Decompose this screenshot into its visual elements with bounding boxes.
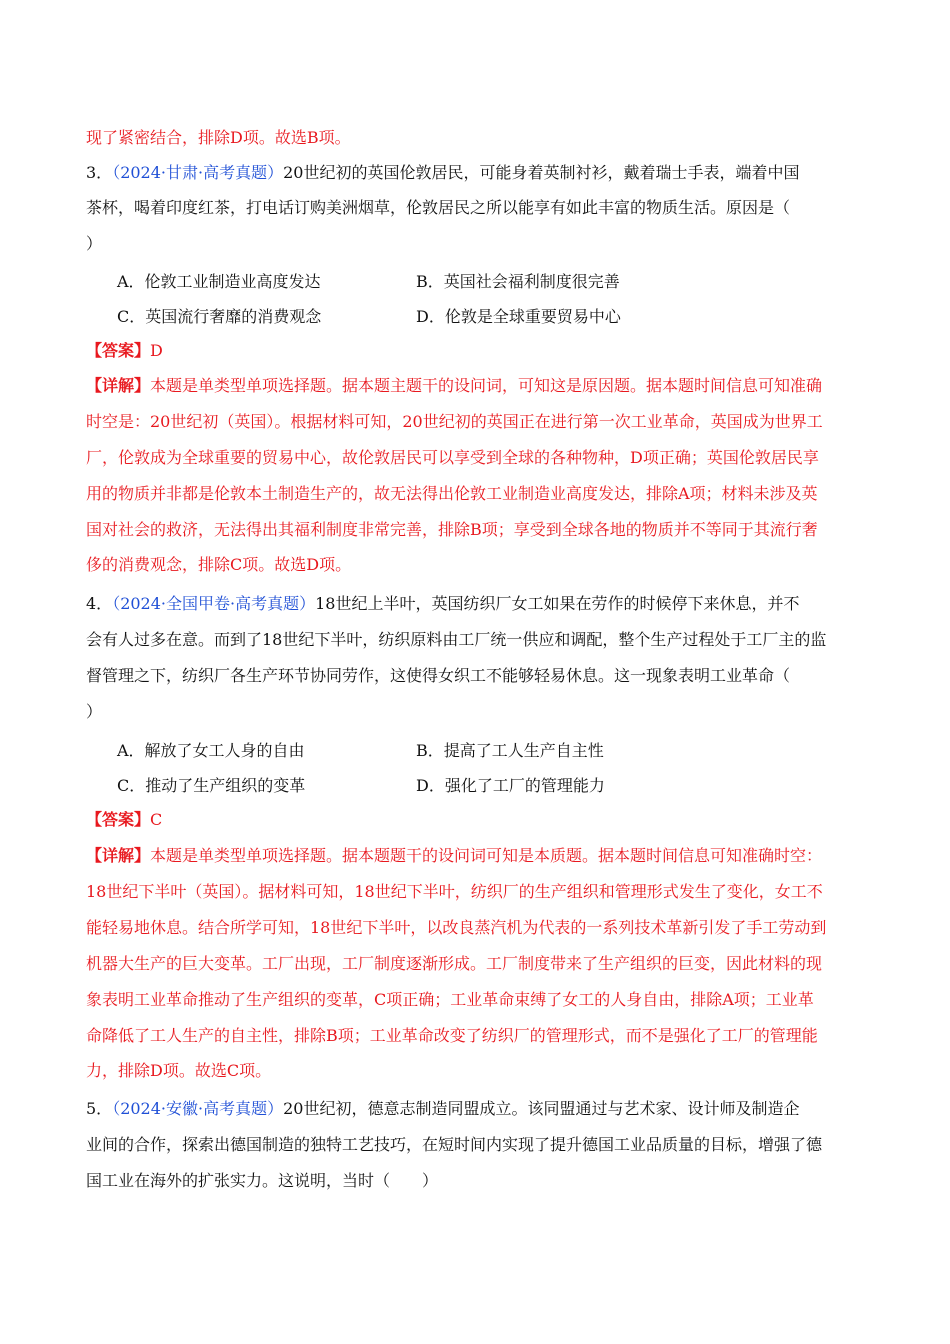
- question-3-option-c: C．英国流行奢靡的消费观念: [117, 307, 322, 326]
- question-4-option-c: C．推动了生产组织的变革: [117, 776, 306, 795]
- question-4-stem-line-2: 会有人过多在意。而到了18世纪下半叶，纺织原料由工厂统一供应和调配，整个生产过程处于工厂主的监: [86, 630, 827, 649]
- detail-label: 【详解】: [86, 846, 151, 865]
- question-5-stem-line-3: 国工业在海外的扩张实力。这说明，当时（ ）: [86, 1171, 439, 1190]
- question-4-detail-line-1: [86, 846, 866, 866]
- question-4-detail-line-3: 能轻易地休息。结合所学可知，18世纪下半叶，以改良蒸汽机为代表的一系列技术革新引发了手工劳动到: [86, 918, 827, 937]
- question-number: 3．: [86, 163, 113, 182]
- answer-value: D: [150, 341, 163, 360]
- question-source: （2024·甘肃·高考真题）: [112, 163, 284, 182]
- question-3-detail-line-5: 国对社会的救济，无法得出其福利制度非常完善，排除B项；享受到全球各地的物质并不等同于其流行奢: [86, 520, 818, 539]
- question-3-answer: [86, 341, 866, 361]
- question-3-detail-line-1: [86, 376, 866, 396]
- question-4-stem-line-1: [86, 594, 866, 614]
- question-4-option-d: D．强化了工厂的管理能力: [416, 776, 605, 795]
- question-3-option-d: D．伦敦是全球重要贸易中心: [416, 307, 621, 326]
- question-4-detail-line-6: 命降低了工人生产的自主性，排除B项；工业革命改变了纺织厂的管理形式，而不是强化了工厂的管理能: [86, 1026, 818, 1045]
- question-3-detail-line-4: 用的物质并非都是伦敦本土制造生产的，故无法得出伦敦工业制造业高度发达，排除A项；材料未涉及英: [86, 484, 818, 503]
- question-5-stem-line-1: [86, 1099, 866, 1119]
- answer-value: C: [150, 810, 163, 829]
- question-3-option-a: A．伦敦工业制造业高度发达: [117, 272, 321, 291]
- question-3-detail-line-2: 时空是：20世纪初（英国）。根据材料可知，20世纪初的英国正在进行第一次工业革命，英国成为世界工: [86, 412, 823, 431]
- detail-text: 本题是单类型单项选择题。据本题主题干的设问词，可知这是原因题。据本题时间信息可知准确: [150, 376, 823, 395]
- question-4-detail-line-7: 力，排除D项。故选C项。: [86, 1061, 272, 1080]
- question-3-stem-line-1: [86, 163, 866, 183]
- detail-label: 【详解】: [86, 376, 151, 395]
- question-4-detail-line-5: 象表明工业革命推动了生产组织的变革，C项正确；工业革命束缚了女工的人身自由，排除A项；工业革: [86, 990, 814, 1009]
- question-3-stem-line-2: 茶杯，喝着印度红茶，打电话订购美洲烟草，伦敦居民之所以能享有如此丰富的物质生活。原因是（: [86, 198, 791, 217]
- answer-label: 【答案】: [86, 810, 151, 829]
- question-4-detail-line-2: 18世纪下半叶（英国）。据材料可知，18世纪下半叶，纺织厂的生产组织和管理形式发生了变化，女工不: [86, 882, 823, 901]
- question-4-detail-line-4: 机器大生产的巨大变革。工厂出现，工厂制度逐渐形成。工厂制度带来了生产组织的巨变，因此材料的现: [86, 954, 823, 973]
- question-3-option-b: B．英国社会福利制度很完善: [416, 272, 620, 291]
- question-4-stem-line-4: ）: [86, 702, 103, 721]
- stem-text: 18世纪上半叶，英国纺织厂女工如果在劳作的时候停下来休息，并不: [315, 594, 800, 613]
- question-5-stem-line-2: 业间的合作，探索出德国制造的独特工艺技巧，在短时间内实现了提升德国工业品质量的目标，增强了德: [86, 1135, 823, 1154]
- question-source: （2024·全国甲卷·高考真题）: [112, 594, 316, 613]
- detail-text: 本题是单类型单项选择题。据本题题干的设问词可知是本质题。据本题时间信息可知准确时空：: [150, 846, 823, 865]
- question-4-option-b: B．提高了工人生产自主性: [416, 741, 604, 760]
- question-4-answer: [86, 810, 866, 830]
- question-3-stem-line-3: ）: [86, 234, 103, 253]
- question-3-detail-line-6: 侈的消费观念，排除C项。故选D项。: [86, 555, 352, 574]
- question-number: 4．: [86, 594, 113, 613]
- question-4-stem-line-3: 督管理之下，纺织厂各生产环节协同劳作，这使得女织工不能够轻易休息。这一现象表明工业革命（: [86, 666, 791, 685]
- answer-label: 【答案】: [86, 341, 151, 360]
- stem-text: 20世纪初，德意志制造同盟成立。该同盟通过与艺术家、设计师及制造企: [283, 1099, 800, 1118]
- question-3-detail-line-3: 厂，伦敦成为全球重要的贸易中心，故伦敦居民可以享受到全球的各种物种，D项正确；英国伦敦居民享: [86, 448, 819, 467]
- question-source: （2024·安徽·高考真题）: [112, 1099, 284, 1118]
- stem-text: 20世纪初的英国伦敦居民，可能身着英制衬衫，戴着瑞士手表，端着中国: [283, 163, 800, 182]
- carryover-text: 现了紧密结合，排除D项。故选B项。: [86, 128, 351, 147]
- question-number: 5．: [86, 1099, 113, 1118]
- question-4-option-a: A．解放了女工人身的自由: [117, 741, 305, 760]
